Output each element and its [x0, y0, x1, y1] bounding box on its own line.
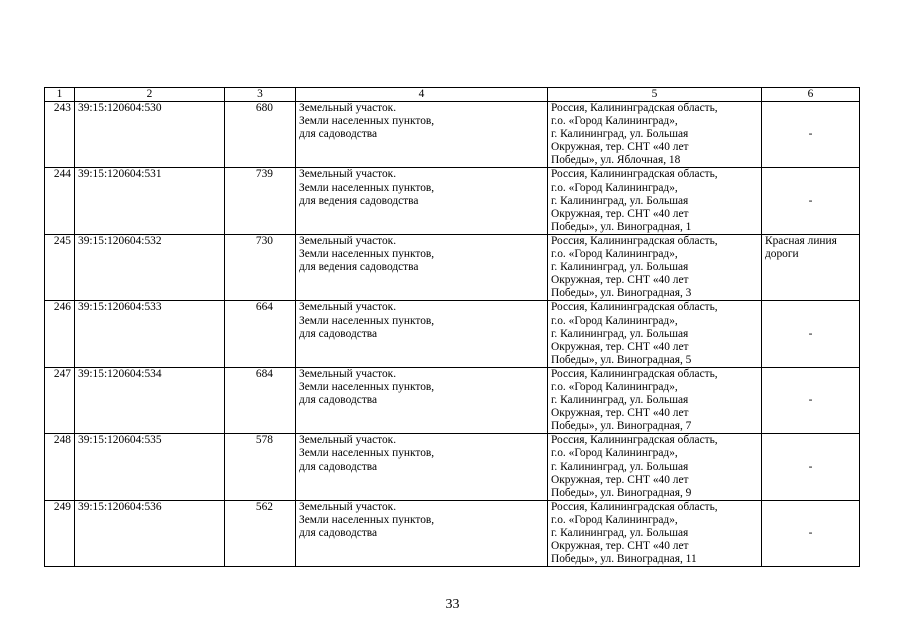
header-col-1: 1	[45, 88, 75, 102]
table-row	[45, 500, 860, 566]
note-cell	[762, 367, 860, 433]
address-line: Россия, Калининградская область,	[551, 168, 718, 181]
description-line: Земельный участок.	[299, 301, 397, 314]
description-line: Земли населенных пунктов,	[299, 447, 435, 460]
description-cell	[296, 102, 548, 168]
address-cell	[548, 367, 762, 433]
description-line: для садоводства	[299, 460, 378, 473]
address-line: г.о. «Город Калининград»,	[551, 314, 678, 327]
address-line: Победы», ул. Виноградная, 9	[551, 486, 692, 499]
note-line: дороги	[765, 248, 799, 261]
address-line: Окружная, тер. СНТ «40 лет	[551, 473, 689, 486]
table-header	[45, 88, 860, 102]
address-line: Победы», ул. Виноградная, 3	[551, 287, 692, 300]
address-line: Россия, Калининградская область,	[551, 500, 718, 513]
address-line: Победы», ул. Виноградная, 11	[551, 553, 697, 566]
row-number-cell: 243	[45, 102, 75, 168]
note-cell	[762, 301, 860, 367]
area-cell: 664	[225, 301, 296, 367]
address-line: Окружная, тер. СНТ «40 лет	[551, 407, 689, 420]
note-line: -	[808, 128, 813, 141]
row-number-cell: 244	[45, 168, 75, 234]
description-line: Земли населенных пунктов,	[299, 314, 435, 327]
address-line: Россия, Калининградская область,	[551, 367, 718, 380]
note-line: Красная линия	[765, 234, 837, 247]
address-cell	[548, 102, 762, 168]
cadastral-number-cell: 39:15:120604:533	[75, 301, 225, 367]
address-cell	[548, 234, 762, 300]
area-cell: 578	[225, 434, 296, 500]
description-line: Земли населенных пунктов,	[299, 380, 435, 393]
cadastral-number-cell: 39:15:120604:534	[75, 367, 225, 433]
description-cell	[296, 301, 548, 367]
description-line: для ведения садоводства	[299, 261, 419, 274]
header-col-2: 2	[75, 88, 225, 102]
note-line: -	[808, 394, 813, 407]
description-cell	[296, 434, 548, 500]
row-number-cell: 247	[45, 367, 75, 433]
address-line: г. Калининград, ул. Большая	[551, 261, 689, 274]
table-row	[45, 234, 860, 300]
address-line: Россия, Калининградская область,	[551, 102, 718, 114]
land-plots-table	[44, 87, 860, 567]
address-line: Победы», ул. Виноградная, 5	[551, 353, 692, 366]
description-cell	[296, 234, 548, 300]
note-line: -	[808, 327, 813, 340]
description-line: Земли населенных пунктов,	[299, 115, 435, 128]
address-line: г.о. «Город Калининград»,	[551, 115, 678, 128]
address-line: Окружная, тер. СНТ «40 лет	[551, 274, 689, 287]
description-cell	[296, 367, 548, 433]
land-plots-table-wrapper	[44, 87, 860, 567]
table-row	[45, 102, 860, 168]
table-row	[45, 434, 860, 500]
header-col-5: 5	[548, 88, 762, 102]
description-line: Земельный участок.	[299, 434, 397, 447]
description-line: Земли населенных пунктов,	[299, 181, 435, 194]
address-line: Россия, Калининградская область,	[551, 434, 718, 447]
note-cell	[762, 500, 860, 566]
row-number-cell: 249	[45, 500, 75, 566]
row-number-cell: 246	[45, 301, 75, 367]
note-line: -	[808, 194, 813, 207]
description-line: для садоводства	[299, 527, 378, 539]
description-line: Земельный участок.	[299, 500, 397, 513]
description-line: для садоводства	[299, 327, 378, 340]
address-line: г.о. «Город Калининград»,	[551, 181, 678, 194]
address-line: Россия, Калининградская область,	[551, 301, 718, 314]
description-line: Земли населенных пунктов,	[299, 248, 435, 261]
address-line: Победы», ул. Виноградная, 7	[551, 420, 692, 433]
area-cell: 684	[225, 367, 296, 433]
note-line: -	[808, 460, 813, 473]
description-line: Земли населенных пунктов,	[299, 513, 435, 526]
address-line: г. Калининград, ул. Большая	[551, 527, 689, 539]
table-row	[45, 367, 860, 433]
description-line: для садоводства	[299, 128, 378, 141]
description-line: Земельный участок.	[299, 234, 397, 247]
area-cell: 680	[225, 102, 296, 168]
address-line: Победы», ул. Виноградная, 1	[551, 220, 692, 233]
address-line: г. Калининград, ул. Большая	[551, 327, 689, 340]
header-col-6: 6	[762, 88, 860, 102]
address-line: г.о. «Город Калининград»,	[551, 248, 678, 261]
note-cell	[762, 434, 860, 500]
area-cell: 562	[225, 500, 296, 566]
header-col-3: 3	[225, 88, 296, 102]
area-cell: 739	[225, 168, 296, 234]
address-line: г.о. «Город Калининград»,	[551, 513, 678, 526]
address-line: Окружная, тер. СНТ «40 лет	[551, 207, 689, 220]
table-row	[45, 301, 860, 367]
address-cell	[548, 168, 762, 234]
note-cell	[762, 168, 860, 234]
cadastral-number-cell: 39:15:120604:535	[75, 434, 225, 500]
note-cell	[762, 234, 860, 300]
description-cell	[296, 500, 548, 566]
description-cell	[296, 168, 548, 234]
cadastral-number-cell: 39:15:120604:532	[75, 234, 225, 300]
address-line: г.о. «Город Калининград»,	[551, 447, 678, 460]
cadastral-number-cell: 39:15:120604:530	[75, 102, 225, 168]
description-line: для ведения садоводства	[299, 194, 419, 207]
note-line: -	[808, 527, 813, 539]
note-cell	[762, 102, 860, 168]
address-line: Окружная, тер. СНТ «40 лет	[551, 540, 689, 553]
header-row	[45, 88, 860, 102]
row-number-cell: 248	[45, 434, 75, 500]
cadastral-number-cell: 39:15:120604:531	[75, 168, 225, 234]
description-line: для садоводства	[299, 394, 378, 407]
address-line: г. Калининград, ул. Большая	[551, 394, 689, 407]
table-body	[45, 102, 860, 567]
address-cell	[548, 301, 762, 367]
header-col-4: 4	[296, 88, 548, 102]
address-line: г. Калининград, ул. Большая	[551, 460, 689, 473]
address-line: Победы», ул. Яблочная, 18	[551, 154, 681, 167]
table-row	[45, 168, 860, 234]
address-line: Россия, Калининградская область,	[551, 234, 718, 247]
description-line: Земельный участок.	[299, 102, 397, 114]
address-line: г. Калининград, ул. Большая	[551, 128, 689, 141]
description-line: Земельный участок.	[299, 367, 397, 380]
address-line: Окружная, тер. СНТ «40 лет	[551, 141, 689, 154]
address-cell	[548, 500, 762, 566]
row-number-cell: 245	[45, 234, 75, 300]
address-line: г.о. «Город Калининград»,	[551, 380, 678, 393]
address-line: Окружная, тер. СНТ «40 лет	[551, 340, 689, 353]
page-number: 33	[445, 597, 460, 612]
area-cell: 730	[225, 234, 296, 300]
address-line: г. Калининград, ул. Большая	[551, 194, 689, 207]
address-cell	[548, 434, 762, 500]
description-line: Земельный участок.	[299, 168, 397, 181]
cadastral-number-cell: 39:15:120604:536	[75, 500, 225, 566]
